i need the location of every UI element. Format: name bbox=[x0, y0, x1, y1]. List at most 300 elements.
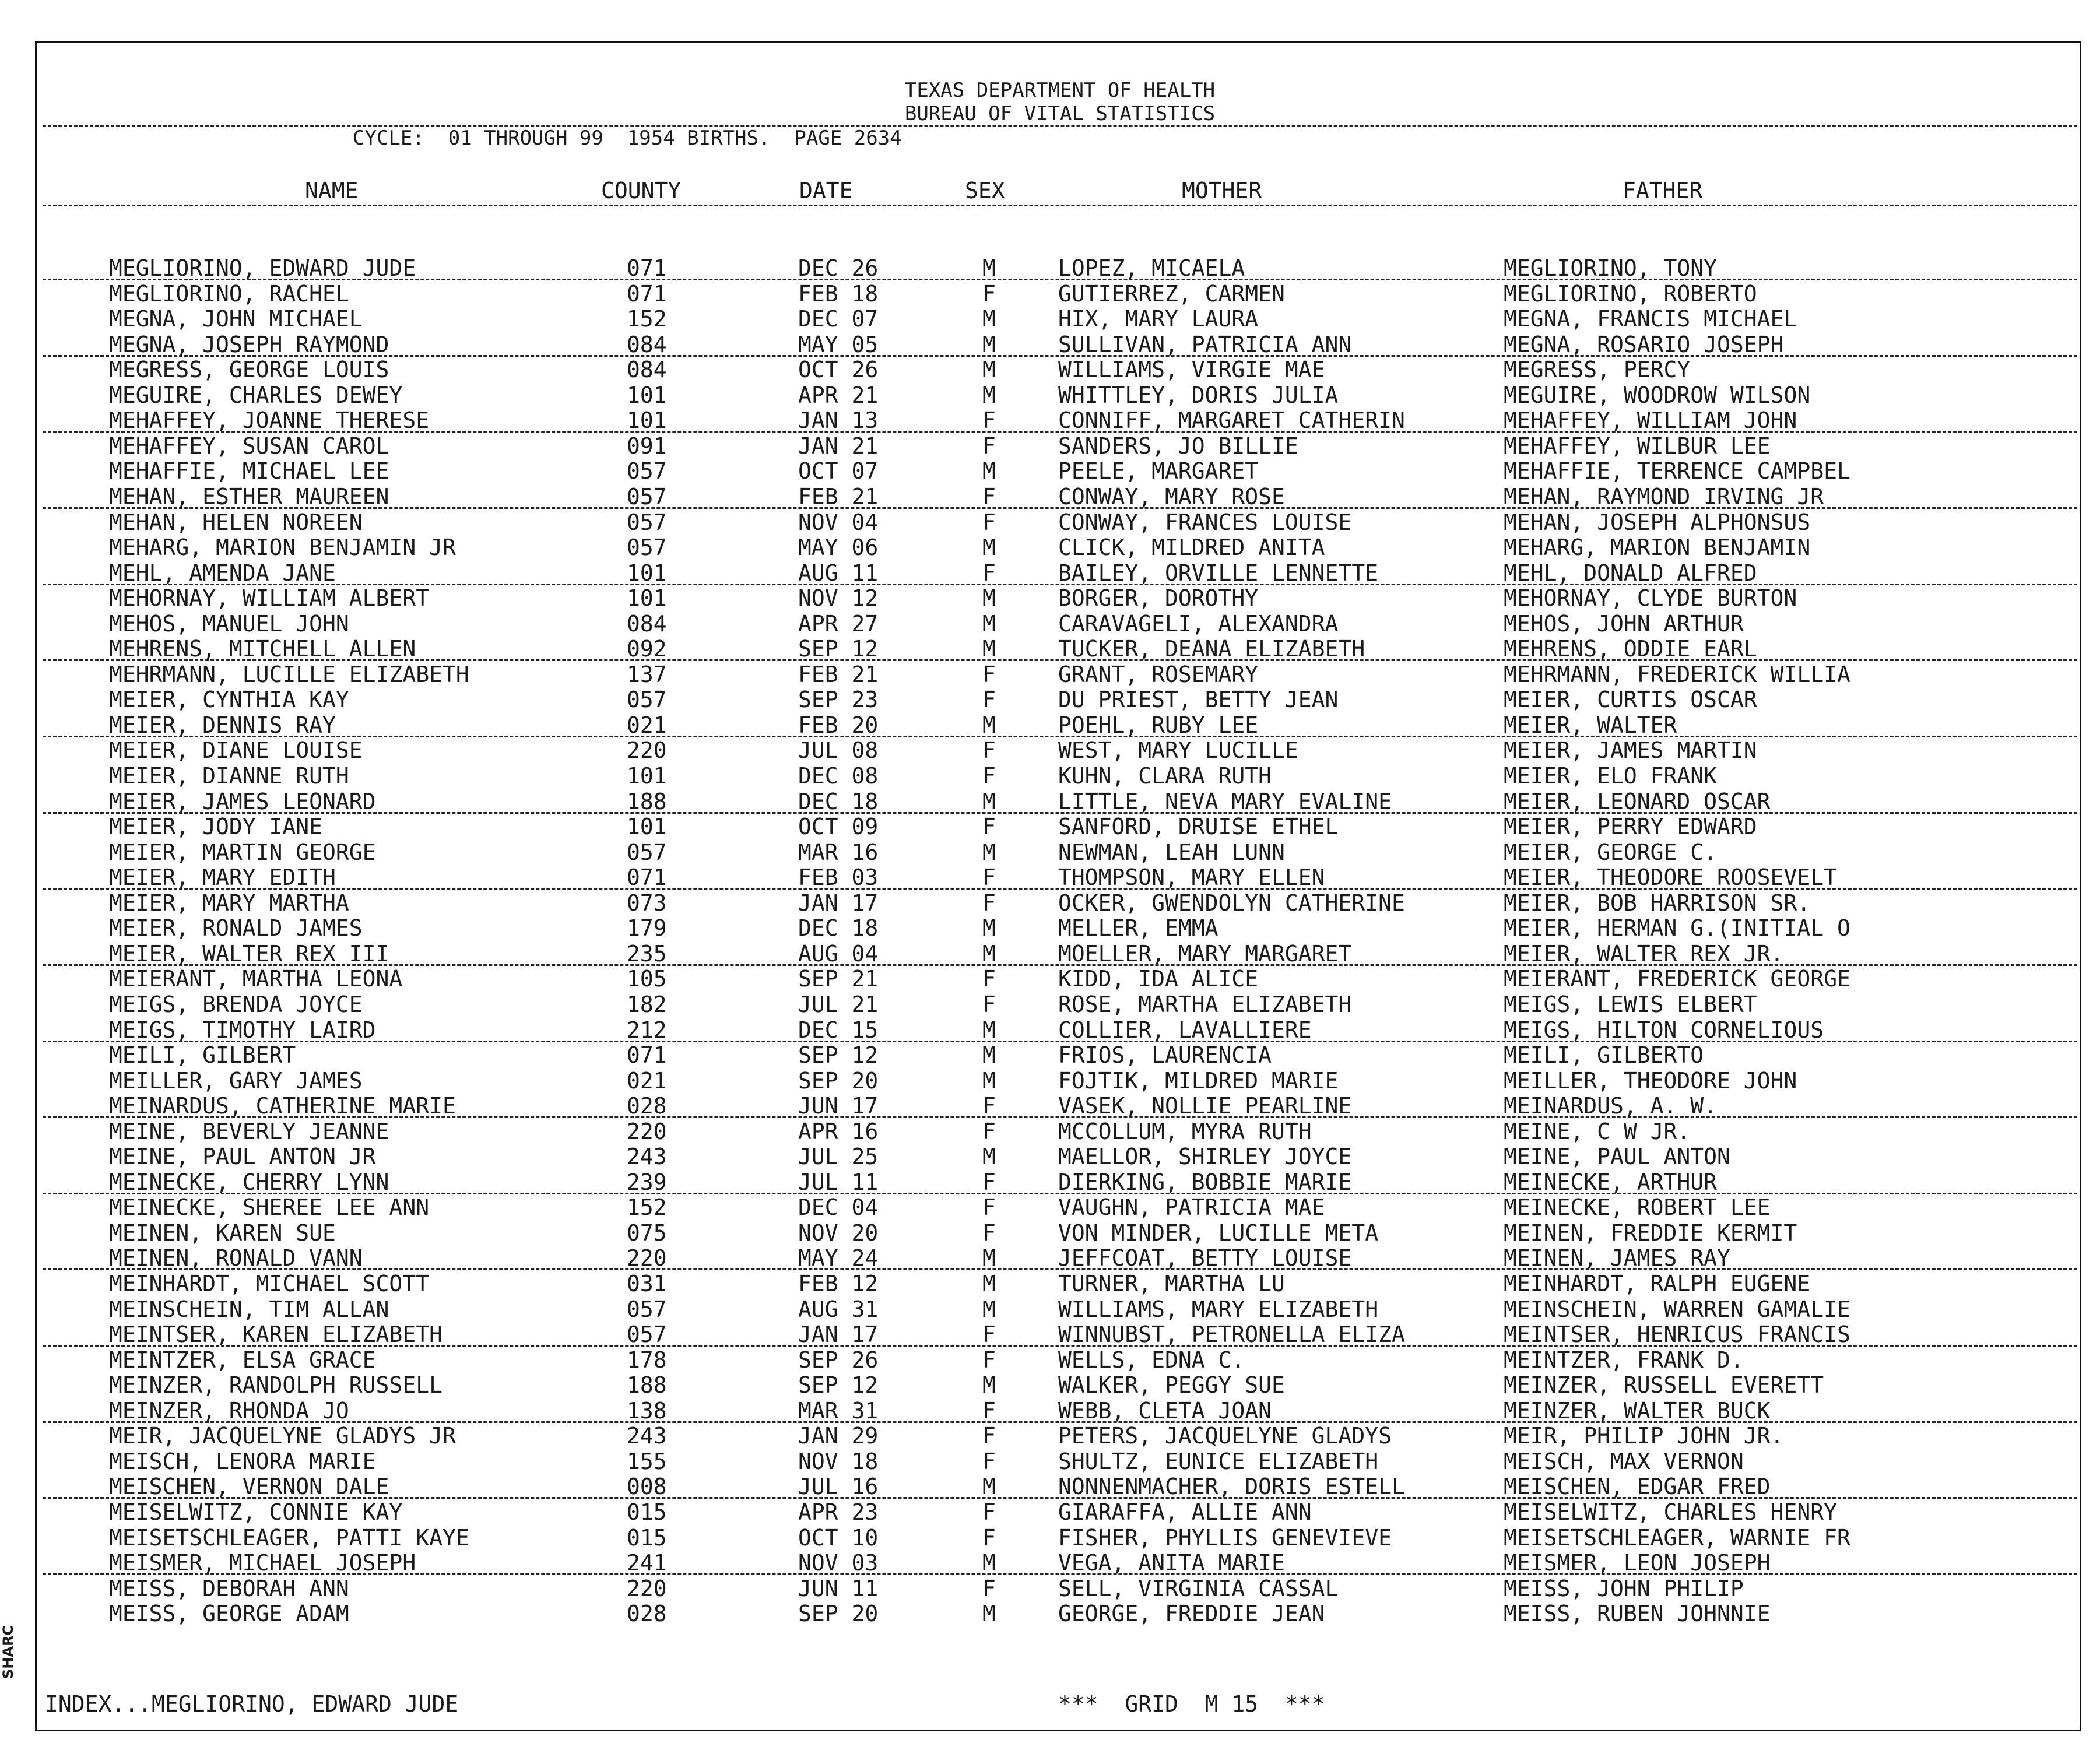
cell-sex: M bbox=[982, 712, 996, 738]
cell-father: MEHARG, MARION BENJAMIN bbox=[1504, 535, 1811, 560]
cell-name: MEIER, MARY MARTHA bbox=[109, 890, 349, 916]
cell-county: 057 bbox=[627, 458, 667, 484]
cell-county: 212 bbox=[627, 1017, 667, 1043]
cell-county: 243 bbox=[627, 1423, 667, 1449]
cell-name: MEIER, MARY EDITH bbox=[109, 865, 336, 890]
table-row bbox=[37, 433, 2081, 458]
cell-name: MEINZER, RANDOLPH RUSSELL bbox=[109, 1372, 443, 1398]
table-row bbox=[37, 1347, 2081, 1372]
table-row bbox=[37, 1245, 2081, 1270]
table-row bbox=[37, 814, 2081, 838]
cell-sex: F bbox=[982, 1119, 996, 1144]
cell-father: MEHAFFEY, WILBUR LEE bbox=[1504, 433, 1771, 459]
cell-county: 071 bbox=[627, 1042, 667, 1068]
table-row bbox=[37, 1068, 2081, 1092]
cell-name: MEISELWITZ, CONNIE KAY bbox=[109, 1499, 403, 1525]
cell-county: 092 bbox=[627, 636, 667, 662]
cell-date: FEB 03 bbox=[798, 865, 879, 890]
cell-date: OCT 26 bbox=[798, 357, 879, 382]
cell-date: DEC 08 bbox=[798, 763, 879, 789]
cell-county: 101 bbox=[627, 763, 667, 789]
cell-date: MAY 06 bbox=[798, 535, 879, 560]
cell-father: MEIER, THEODORE ROOSEVELT bbox=[1504, 865, 1837, 890]
cell-county: 057 bbox=[627, 509, 667, 535]
cell-mother: WHITTLEY, DORIS JULIA bbox=[1058, 382, 1339, 408]
table-row bbox=[37, 915, 2081, 940]
cell-name: MEIER, DIANE LOUISE bbox=[109, 737, 363, 763]
cell-name: MEHAN, ESTHER MAUREEN bbox=[109, 484, 389, 509]
cell-county: 241 bbox=[627, 1550, 667, 1576]
cell-mother: VASEK, NOLLIE PEARLINE bbox=[1058, 1093, 1352, 1119]
cell-mother: WILLIAMS, MARY ELIZABETH bbox=[1058, 1296, 1379, 1322]
cell-mother: CONWAY, FRANCES LOUISE bbox=[1058, 509, 1352, 535]
cell-father: MEIER, CURTIS OSCAR bbox=[1504, 687, 1757, 712]
table-row bbox=[37, 1423, 2081, 1447]
cell-county: 243 bbox=[627, 1144, 667, 1169]
table-row bbox=[37, 1499, 2081, 1524]
cell-county: 057 bbox=[627, 839, 667, 865]
cell-name: MEGUIRE, CHARLES DEWEY bbox=[109, 382, 403, 408]
table-row bbox=[37, 992, 2081, 1016]
cell-father: MEGUIRE, WOODROW WILSON bbox=[1504, 382, 1811, 408]
cell-county: 075 bbox=[627, 1220, 667, 1246]
cell-name: MEGLIORINO, RACHEL bbox=[109, 281, 349, 307]
cell-sex: F bbox=[982, 560, 996, 586]
cell-mother: JEFFCOAT, BETTY LOUISE bbox=[1058, 1245, 1352, 1271]
cell-date: JUL 25 bbox=[798, 1144, 879, 1169]
cell-sex: M bbox=[982, 458, 996, 484]
cell-name: MEGRESS, GEORGE LOUIS bbox=[109, 357, 389, 382]
cell-name: MEHARG, MARION BENJAMIN JR bbox=[109, 535, 456, 560]
cell-father: MEISETSCHLEAGER, WARNIE FR bbox=[1504, 1525, 1850, 1551]
table-row bbox=[37, 509, 2081, 534]
table-row bbox=[37, 281, 2081, 305]
cell-sex: M bbox=[982, 611, 996, 637]
cell-date: APR 27 bbox=[798, 611, 879, 637]
cell-sex: M bbox=[982, 915, 996, 941]
cell-father: MEINECKE, ROBERT LEE bbox=[1504, 1194, 1771, 1220]
cell-sex: F bbox=[982, 1576, 996, 1601]
cell-date: AUG 04 bbox=[798, 941, 879, 967]
cell-mother: SELL, VIRGINIA CASSAL bbox=[1058, 1576, 1339, 1601]
cell-county: 028 bbox=[627, 1093, 667, 1119]
cell-date: APR 21 bbox=[798, 382, 879, 408]
cell-sex: M bbox=[982, 535, 996, 560]
cell-sex: F bbox=[982, 509, 996, 535]
cell-mother: GRANT, ROSEMARY bbox=[1058, 662, 1259, 687]
cell-father: MEIER, WALTER bbox=[1504, 712, 1677, 738]
cell-county: 188 bbox=[627, 789, 667, 814]
cell-county: 057 bbox=[627, 484, 667, 509]
cell-mother: PETERS, JACQUELYNE GLADYS bbox=[1058, 1423, 1392, 1449]
table-row bbox=[37, 1525, 2081, 1549]
cell-sex: M bbox=[982, 1144, 996, 1169]
cell-sex: M bbox=[982, 941, 996, 967]
column-header-name: NAME bbox=[305, 178, 359, 203]
cell-sex: F bbox=[982, 814, 996, 839]
cell-name: MEIER, JODY IANE bbox=[109, 814, 323, 839]
cell-name: MEINHARDT, MICHAEL SCOTT bbox=[109, 1271, 430, 1296]
cell-name: MEINE, BEVERLY JEANNE bbox=[109, 1119, 389, 1144]
cell-mother: GUTIERREZ, CARMEN bbox=[1058, 281, 1285, 307]
cell-father: MEIGS, LEWIS ELBERT bbox=[1504, 992, 1757, 1017]
agency-title: TEXAS DEPARTMENT OF HEALTH bbox=[904, 79, 1216, 102]
cell-date: AUG 11 bbox=[798, 560, 879, 586]
table-row bbox=[37, 407, 2081, 432]
column-header-county: COUNTY bbox=[601, 178, 682, 203]
cell-date: SEP 20 bbox=[798, 1068, 879, 1094]
cell-date: JUN 11 bbox=[798, 1576, 879, 1601]
cell-mother: CLICK, MILDRED ANITA bbox=[1058, 535, 1325, 560]
cycle-line: CYCLE: 01 THROUGH 99 1954 BIRTHS. PAGE 2634 bbox=[353, 126, 902, 150]
cell-father: MEILLER, THEODORE JOHN bbox=[1504, 1068, 1797, 1094]
cell-name: MEHRMANN, LUCILLE ELIZABETH bbox=[109, 662, 469, 687]
table-row bbox=[37, 1144, 2081, 1168]
cell-name: MEHRENS, MITCHELL ALLEN bbox=[109, 636, 416, 662]
table-row bbox=[37, 1119, 2081, 1143]
cell-sex: M bbox=[982, 1042, 996, 1068]
cell-sex: F bbox=[982, 687, 996, 712]
bureau-title: BUREAU OF VITAL STATISTICS bbox=[904, 102, 1216, 125]
cell-date: SEP 26 bbox=[798, 1347, 879, 1373]
table-row bbox=[37, 687, 2081, 711]
cell-sex: M bbox=[982, 1068, 996, 1094]
cell-father: MEHAN, JOSEPH ALPHONSUS bbox=[1504, 509, 1811, 535]
grid-footer: *** GRID M 15 *** bbox=[1058, 1691, 1325, 1717]
cell-date: DEC 26 bbox=[798, 255, 879, 281]
cell-name: MEISS, GEORGE ADAM bbox=[109, 1601, 349, 1626]
cell-county: 071 bbox=[627, 865, 667, 890]
cell-date: MAY 05 bbox=[798, 332, 879, 357]
table-row bbox=[37, 255, 2081, 280]
cell-mother: DU PRIEST, BETTY JEAN bbox=[1058, 687, 1339, 712]
cell-father: MEHAN, RAYMOND IRVING JR bbox=[1504, 484, 1824, 509]
cell-name: MEINSCHEIN, TIM ALLAN bbox=[109, 1296, 389, 1322]
cell-name: MEIER, JAMES LEONARD bbox=[109, 789, 376, 814]
cell-date: FEB 20 bbox=[798, 712, 879, 738]
cell-county: 084 bbox=[627, 332, 667, 357]
cell-county: 021 bbox=[627, 1068, 667, 1094]
table-row bbox=[37, 1322, 2081, 1346]
cell-father: MEINEN, FREDDIE KERMIT bbox=[1504, 1220, 1797, 1246]
cell-mother: BAILEY, ORVILLE LENNETTE bbox=[1058, 560, 1379, 586]
cell-date: NOV 18 bbox=[798, 1449, 879, 1474]
cell-mother: LITTLE, NEVA MARY EVALINE bbox=[1058, 789, 1392, 814]
cell-date: OCT 09 bbox=[798, 814, 879, 839]
table-row bbox=[37, 535, 2081, 559]
cell-mother: COLLIER, LAVALLIERE bbox=[1058, 1017, 1312, 1043]
table-row bbox=[37, 1601, 2081, 1625]
cell-date: JUN 17 bbox=[798, 1093, 879, 1119]
cell-name: MEHAFFEY, JOANNE THERESE bbox=[109, 407, 430, 433]
cell-sex: M bbox=[982, 1296, 996, 1322]
cell-name: MEHAFFIE, MICHAEL LEE bbox=[109, 458, 389, 484]
cell-name: MEINZER, RHONDA JO bbox=[109, 1398, 349, 1424]
cell-date: OCT 10 bbox=[798, 1525, 879, 1551]
cell-sex: M bbox=[982, 789, 996, 814]
cell-mother: VEGA, ANITA MARIE bbox=[1058, 1550, 1285, 1576]
cell-mother: SANDERS, JO BILLIE bbox=[1058, 433, 1298, 459]
cell-date: JUL 11 bbox=[798, 1169, 879, 1195]
cell-name: MEILLER, GARY JAMES bbox=[109, 1068, 363, 1094]
cell-sex: F bbox=[982, 1525, 996, 1551]
cell-name: MEIER, CYNTHIA KAY bbox=[109, 687, 349, 712]
cell-sex: F bbox=[982, 737, 996, 763]
table-row bbox=[37, 458, 2081, 483]
cell-sex: F bbox=[982, 865, 996, 890]
cell-county: 137 bbox=[627, 662, 667, 687]
cell-mother: SANFORD, DRUISE ETHEL bbox=[1058, 814, 1339, 839]
cell-father: MEHAFFEY, WILLIAM JOHN bbox=[1504, 407, 1797, 433]
cell-father: MEINZER, RUSSELL EVERETT bbox=[1504, 1372, 1824, 1398]
cell-sex: F bbox=[982, 966, 996, 992]
table-row bbox=[37, 484, 2081, 508]
cell-father: MEHRENS, ODDIE EARL bbox=[1504, 636, 1757, 662]
cell-county: 015 bbox=[627, 1525, 667, 1551]
cell-father: MEIR, PHILIP JOHN JR. bbox=[1504, 1423, 1784, 1449]
cell-sex: F bbox=[982, 1093, 996, 1119]
column-header-father: FATHER bbox=[1623, 178, 1703, 203]
cell-county: 220 bbox=[627, 1245, 667, 1271]
cell-name: MEISCH, LENORA MARIE bbox=[109, 1449, 376, 1474]
table-row bbox=[37, 1220, 2081, 1245]
cell-date: SEP 21 bbox=[798, 966, 879, 992]
cell-father: MEHOS, JOHN ARTHUR bbox=[1504, 611, 1744, 637]
birth-records-table bbox=[37, 43, 2081, 1731]
cell-name: MEINEN, KAREN SUE bbox=[109, 1220, 336, 1246]
cell-county: 101 bbox=[627, 585, 667, 611]
cell-sex: M bbox=[982, 1550, 996, 1576]
cell-date: FEB 21 bbox=[798, 662, 879, 687]
cell-sex: M bbox=[982, 1474, 996, 1499]
table-row bbox=[37, 966, 2081, 990]
cell-name: MEIERANT, MARTHA LEONA bbox=[109, 966, 403, 992]
index-footer: INDEX...MEGLIORINO, EDWARD JUDE bbox=[45, 1691, 459, 1717]
cell-sex: F bbox=[982, 1423, 996, 1449]
cell-sex: F bbox=[982, 1398, 996, 1424]
cell-county: 101 bbox=[627, 407, 667, 433]
cell-date: JAN 17 bbox=[798, 890, 879, 916]
cell-sex: M bbox=[982, 1372, 996, 1398]
cell-mother: GIARAFFA, ALLIE ANN bbox=[1058, 1499, 1312, 1525]
cell-name: MEILI, GILBERT bbox=[109, 1042, 296, 1068]
cell-sex: F bbox=[982, 281, 996, 307]
cell-county: 235 bbox=[627, 941, 667, 967]
cell-date: SEP 12 bbox=[798, 1042, 879, 1068]
cell-name: MEHOS, MANUEL JOHN bbox=[109, 611, 349, 637]
cell-name: MEIER, DIANNE RUTH bbox=[109, 763, 349, 789]
cell-county: 152 bbox=[627, 1194, 667, 1220]
cell-sex: F bbox=[982, 662, 996, 687]
cell-county: 178 bbox=[627, 1347, 667, 1373]
cell-name: MEINTZER, ELSA GRACE bbox=[109, 1347, 376, 1373]
cell-mother: SULLIVAN, PATRICIA ANN bbox=[1058, 332, 1352, 357]
cell-mother: DIERKING, BOBBIE MARIE bbox=[1058, 1169, 1352, 1195]
cell-father: MEILI, GILBERTO bbox=[1504, 1042, 1704, 1068]
cell-sex: F bbox=[982, 1220, 996, 1246]
cell-county: 105 bbox=[627, 966, 667, 992]
cell-county: 188 bbox=[627, 1372, 667, 1398]
cell-name: MEIR, JACQUELYNE GLADYS JR bbox=[109, 1423, 456, 1449]
cell-date: JAN 17 bbox=[798, 1322, 879, 1347]
cell-sex: M bbox=[982, 382, 996, 408]
index-page bbox=[35, 41, 2081, 1731]
cell-name: MEHORNAY, WILLIAM ALBERT bbox=[109, 585, 430, 611]
cell-date: NOV 03 bbox=[798, 1550, 879, 1576]
table-row bbox=[37, 662, 2081, 686]
cell-mother: FISHER, PHYLLIS GENEVIEVE bbox=[1058, 1525, 1392, 1551]
cell-sex: M bbox=[982, 839, 996, 865]
cell-mother: GEORGE, FREDDIE JEAN bbox=[1058, 1601, 1325, 1626]
cell-date: JUL 16 bbox=[798, 1474, 879, 1499]
cell-county: 101 bbox=[627, 560, 667, 586]
cell-mother: WEST, MARY LUCILLE bbox=[1058, 737, 1298, 763]
table-row bbox=[37, 1271, 2081, 1295]
cell-name: MEINECKE, SHEREE LEE ANN bbox=[109, 1194, 430, 1220]
cell-father: MEHORNAY, CLYDE BURTON bbox=[1504, 585, 1797, 611]
cell-name: MEIGS, TIMOTHY LAIRD bbox=[109, 1017, 376, 1043]
cell-county: 057 bbox=[627, 535, 667, 560]
cell-name: MEHAN, HELEN NOREEN bbox=[109, 509, 363, 535]
cell-father: MEINHARDT, RALPH EUGENE bbox=[1504, 1271, 1811, 1296]
table-row bbox=[37, 1576, 2081, 1600]
table-row bbox=[37, 1042, 2081, 1067]
cell-date: SEP 12 bbox=[798, 1372, 879, 1398]
cell-date: AUG 31 bbox=[798, 1296, 879, 1322]
cell-father: MEINZER, WALTER BUCK bbox=[1504, 1398, 1771, 1424]
cell-date: DEC 15 bbox=[798, 1017, 879, 1043]
cell-name: MEINTSER, KAREN ELIZABETH bbox=[109, 1322, 443, 1347]
cell-county: 071 bbox=[627, 281, 667, 307]
cell-sex: M bbox=[982, 1017, 996, 1043]
cell-mother: TURNER, MARTHA LU bbox=[1058, 1271, 1285, 1296]
cell-mother: WALKER, PEGGY SUE bbox=[1058, 1372, 1285, 1398]
cell-sex: M bbox=[982, 636, 996, 662]
cell-sex: F bbox=[982, 1449, 996, 1474]
cell-date: APR 16 bbox=[798, 1119, 879, 1144]
table-row bbox=[37, 611, 2081, 635]
cell-mother: WEBB, CLETA JOAN bbox=[1058, 1398, 1272, 1424]
cell-sex: M bbox=[982, 1271, 996, 1296]
cell-date: SEP 12 bbox=[798, 636, 879, 662]
cell-name: MEGLIORINO, EDWARD JUDE bbox=[109, 255, 416, 281]
cell-name: MEIER, RONALD JAMES bbox=[109, 915, 363, 941]
cell-name: MEINE, PAUL ANTON JR bbox=[109, 1144, 376, 1169]
table-row bbox=[37, 890, 2081, 915]
side-mark: SHARC bbox=[0, 1625, 16, 1679]
table-row bbox=[37, 1194, 2081, 1219]
cell-date: JAN 13 bbox=[798, 407, 879, 433]
cell-sex: F bbox=[982, 992, 996, 1017]
cell-name: MEIER, DENNIS RAY bbox=[109, 712, 336, 738]
cell-father: MEINARDUS, A. W. bbox=[1504, 1093, 1718, 1119]
cell-name: MEHL, AMENDA JANE bbox=[109, 560, 336, 586]
cell-county: 057 bbox=[627, 1296, 667, 1322]
table-row bbox=[37, 332, 2081, 356]
cell-sex: F bbox=[982, 1194, 996, 1220]
cell-sex: F bbox=[982, 484, 996, 509]
cell-father: MEHAFFIE, TERRENCE CAMPBEL bbox=[1504, 458, 1850, 484]
cell-name: MEISCHEN, VERNON DALE bbox=[109, 1474, 389, 1499]
cell-county: 015 bbox=[627, 1499, 667, 1525]
cell-sex: M bbox=[982, 585, 996, 611]
cell-name: MEINECKE, CHERRY LYNN bbox=[109, 1169, 389, 1195]
cell-mother: FRIOS, LAURENCIA bbox=[1058, 1042, 1272, 1068]
cell-county: 179 bbox=[627, 915, 667, 941]
cell-name: MEHAFFEY, SUSAN CAROL bbox=[109, 433, 389, 459]
table-row bbox=[37, 357, 2081, 381]
cell-mother: MELLER, EMMA bbox=[1058, 915, 1218, 941]
cell-name: MEIER, MARTIN GEORGE bbox=[109, 839, 376, 865]
table-row bbox=[37, 763, 2081, 788]
cell-date: NOV 12 bbox=[798, 585, 879, 611]
cell-mother: WELLS, EDNA C. bbox=[1058, 1347, 1245, 1373]
table-row bbox=[37, 865, 2081, 889]
column-header-mother: MOTHER bbox=[1182, 178, 1262, 203]
cell-name: MEIGS, BRENDA JOYCE bbox=[109, 992, 363, 1017]
cell-sex: M bbox=[982, 357, 996, 382]
cell-father: MEIER, HERMAN G.(INITIAL O bbox=[1504, 915, 1850, 941]
table-row bbox=[37, 1093, 2081, 1118]
cell-father: MEIER, BOB HARRISON SR. bbox=[1504, 890, 1811, 916]
cell-mother: THOMPSON, MARY ELLEN bbox=[1058, 865, 1325, 890]
cell-date: APR 23 bbox=[798, 1499, 879, 1525]
cell-father: MEIGS, HILTON CORNELIOUS bbox=[1504, 1017, 1824, 1043]
table-row bbox=[37, 1474, 2081, 1498]
cell-date: FEB 18 bbox=[798, 281, 879, 307]
cell-date: SEP 23 bbox=[798, 687, 879, 712]
cell-county: 239 bbox=[627, 1169, 667, 1195]
cell-father: MEIER, LEONARD OSCAR bbox=[1504, 789, 1771, 814]
table-row bbox=[37, 1169, 2081, 1194]
cell-date: JAN 29 bbox=[798, 1423, 879, 1449]
cell-sex: F bbox=[982, 890, 996, 916]
cell-name: MEINARDUS, CATHERINE MARIE bbox=[109, 1093, 456, 1119]
cell-date: JUL 21 bbox=[798, 992, 879, 1017]
cell-mother: TUCKER, DEANA ELIZABETH bbox=[1058, 636, 1365, 662]
cell-county: 084 bbox=[627, 611, 667, 637]
table-row bbox=[37, 1449, 2081, 1473]
cell-sex: M bbox=[982, 255, 996, 281]
column-header-sex: SEX bbox=[965, 178, 1005, 203]
cell-date: DEC 04 bbox=[798, 1194, 879, 1220]
cell-sex: M bbox=[982, 332, 996, 357]
cell-mother: VAUGHN, PATRICIA MAE bbox=[1058, 1194, 1325, 1220]
cell-date: DEC 07 bbox=[798, 306, 879, 332]
cell-mother: ROSE, MARTHA ELIZABETH bbox=[1058, 992, 1352, 1017]
cell-father: MEIER, GEORGE C. bbox=[1504, 839, 1718, 865]
cell-father: MEISCH, MAX VERNON bbox=[1504, 1449, 1744, 1474]
cell-date: NOV 20 bbox=[798, 1220, 879, 1246]
cell-county: 220 bbox=[627, 1119, 667, 1144]
cell-name: MEISETSCHLEAGER, PATTI KAYE bbox=[109, 1525, 469, 1551]
cell-father: MEIER, JAMES MARTIN bbox=[1504, 737, 1757, 763]
cell-mother: POEHL, RUBY LEE bbox=[1058, 712, 1259, 738]
cell-father: MEISS, JOHN PHILIP bbox=[1504, 1576, 1744, 1601]
cell-mother: MOELLER, MARY MARGARET bbox=[1058, 941, 1352, 967]
cell-county: 073 bbox=[627, 890, 667, 916]
cell-sex: F bbox=[982, 407, 996, 433]
cell-father: MEGNA, ROSARIO JOSEPH bbox=[1504, 332, 1784, 357]
cell-county: 031 bbox=[627, 1271, 667, 1296]
table-row bbox=[37, 1296, 2081, 1321]
cell-name: MEISMER, MICHAEL JOSEPH bbox=[109, 1550, 416, 1576]
cell-father: MEIER, WALTER REX JR. bbox=[1504, 941, 1784, 967]
cell-mother: WILLIAMS, VIRGIE MAE bbox=[1058, 357, 1325, 382]
table-row bbox=[37, 585, 2081, 610]
cell-mother: HIX, MARY LAURA bbox=[1058, 306, 1259, 332]
table-row bbox=[37, 306, 2081, 331]
